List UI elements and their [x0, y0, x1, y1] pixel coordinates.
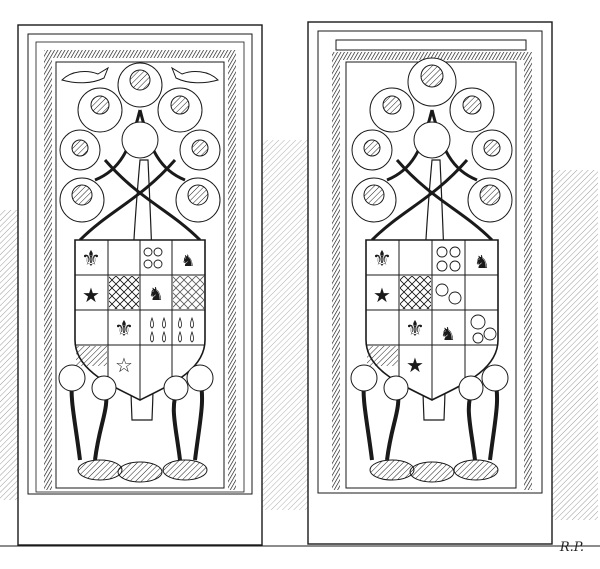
left-panel: [18, 25, 262, 545]
right-fleur-icon: ⚜: [372, 246, 392, 271]
right-mullet-icon: ★: [373, 285, 391, 307]
left-fleur-icon: ⚜: [81, 246, 101, 271]
left-lion-icon: ♞: [147, 284, 165, 304]
middle-shadow: [262, 140, 308, 510]
left-mullet-icon: ★: [82, 285, 100, 307]
left-shadow: [0, 210, 18, 500]
right-lion-icon: ♞: [473, 252, 491, 272]
right-mullet-icon-2: ★: [406, 355, 424, 377]
left-fleur-icon-2: ⚜: [114, 316, 134, 341]
left-lion-icon-2: ♞: [180, 253, 196, 270]
artist-signature: R.P.: [559, 540, 584, 555]
left-mullet-icon-2: ☆: [115, 355, 133, 377]
right-hatch-charge: [367, 346, 398, 366]
right-lion-icon-2: ♞: [439, 324, 457, 344]
left-grid-charge: [173, 276, 204, 309]
right-panel: [308, 22, 552, 544]
right-shadow: [552, 170, 598, 520]
right-fleur-icon-2: ⚜: [405, 316, 425, 341]
left-checky-charge: [109, 276, 139, 309]
left-hatch-charge: [76, 346, 107, 366]
right-checky-charge: [400, 276, 431, 309]
